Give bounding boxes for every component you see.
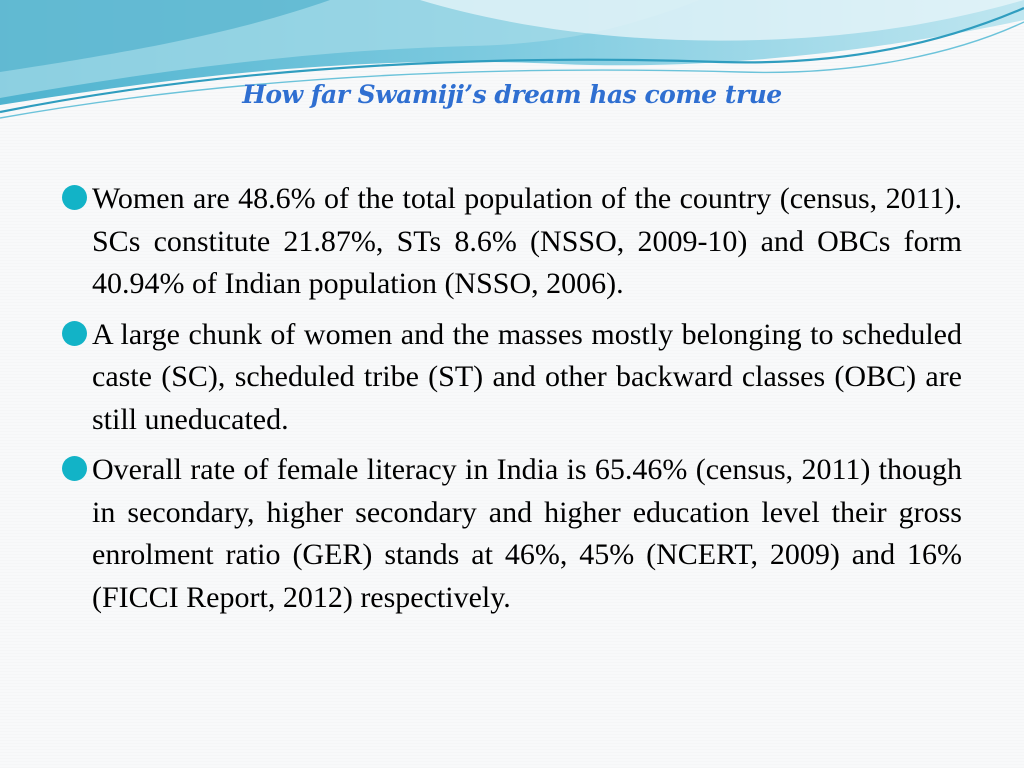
bullet-item-population [62,178,962,306]
bullet-list [62,178,962,627]
bullet-item-uneducated [62,314,962,442]
bullet-dot-icon [62,185,87,210]
bullet-dot-icon [62,321,87,346]
bullet-text: A large chunk of women and the masses mostly belonging to scheduled caste (SC), scheduled tribe (ST) and other backward classes (OBC) are still uneducated. [92,317,962,436]
decorative-wave-header [0,0,1024,130]
bullet-dot-icon [62,456,87,481]
bullet-text: Women are 48.6% of the total population of the country (census, 2011). SCs constitute 21.87%, STs 8.6% (NSSO, 2009-10) and OBCs form 40.94% of Indian population (NSSO, 2006). [92,182,962,300]
slide-title: How far Swamiji’s dream has come true [242,80,782,109]
bullet-item-literacy [62,449,962,619]
bullet-text: Overall rate of female literacy in India is 65.46% (census, 2011) though in secondary, higher secondary and higher education level their gross enrolment ratio (GER) stands at 46%, 45% (NCERT, 2009) and 16% (FICCI Report, 2012) respectively. [92,453,962,614]
